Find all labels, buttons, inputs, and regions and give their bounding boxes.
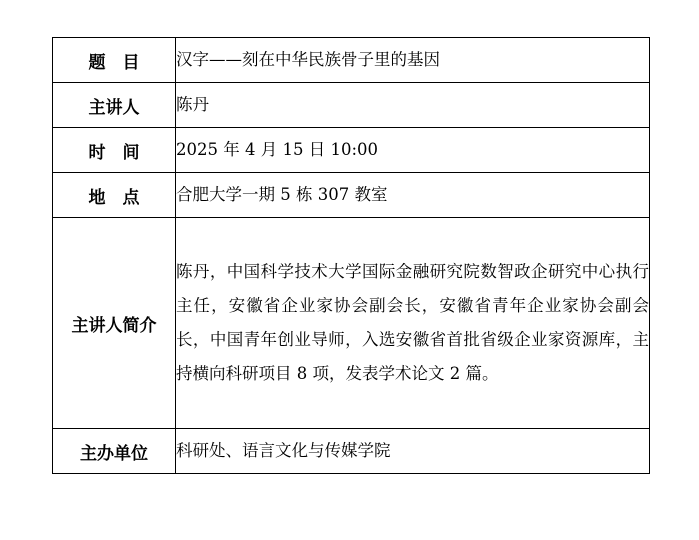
row-label-speaker xyxy=(53,83,176,128)
row-label-time-text: 时 间 xyxy=(88,142,140,163)
row-label-place xyxy=(53,173,176,218)
row-label-host xyxy=(53,429,176,474)
row-value-host: 科研处、语言文化与传媒学院 xyxy=(176,429,650,474)
speaker-bio-text: 陈丹，中国科学技术大学国际金融研究院数智政企研究中心执行主任，安徽省企业家协会副会长，安徽省青年企业家协会副会长，中国青年创业导师，入选安徽省首批省级企业家资源库，主持横向科研项目 8 项，发表学术论文 2 篇。 xyxy=(176,262,649,383)
table-row xyxy=(53,128,650,173)
row-label-title xyxy=(53,38,176,83)
table-row xyxy=(53,429,650,474)
row-value-speaker: 陈丹 xyxy=(176,83,650,128)
row-value-bio xyxy=(176,218,650,429)
row-value-place: 合肥大学一期 5 栋 307 教室 xyxy=(176,173,650,218)
table-row xyxy=(53,218,650,429)
lecture-info-table xyxy=(52,37,650,474)
table-row xyxy=(53,38,650,83)
row-label-host-text: 主办单位 xyxy=(80,443,148,464)
row-value-time: 2025 年 4 月 15 日 10:00 xyxy=(176,128,650,173)
row-label-bio-text: 主讲人简介 xyxy=(71,315,157,336)
row-value-title: 汉字——刻在中华民族骨子里的基因 xyxy=(176,38,650,83)
row-label-time xyxy=(53,128,176,173)
row-label-bio xyxy=(53,218,176,429)
table-row xyxy=(53,83,650,128)
lecture-info-table-container xyxy=(52,37,647,474)
row-label-title-text: 题 目 xyxy=(88,52,140,73)
row-label-place-text: 地 点 xyxy=(88,187,140,208)
table-row xyxy=(53,173,650,218)
row-label-speaker-text: 主讲人 xyxy=(88,97,140,118)
